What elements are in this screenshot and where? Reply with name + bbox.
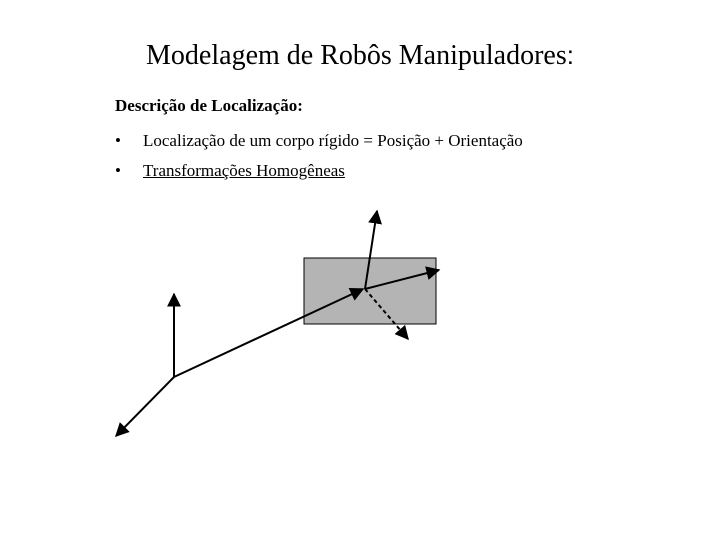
bullet-text-homogeneous-transforms: Transformações Homogêneas	[143, 161, 345, 180]
bullet-text-rigid-body: Localização de um corpo rígido = Posição + Orientação	[143, 131, 523, 150]
bullet-marker: •	[115, 161, 121, 180]
position-vector-arrow	[174, 289, 363, 377]
rigid-body-rectangle	[304, 258, 436, 324]
base-frame-x-axis	[116, 377, 174, 436]
slide-title-colon: :	[566, 40, 574, 70]
slide-title-text: Modelagem de Robôs Manipuladores	[146, 40, 567, 71]
bullet-marker: •	[115, 131, 121, 150]
section-heading: Descrição de Localização:	[115, 96, 303, 115]
